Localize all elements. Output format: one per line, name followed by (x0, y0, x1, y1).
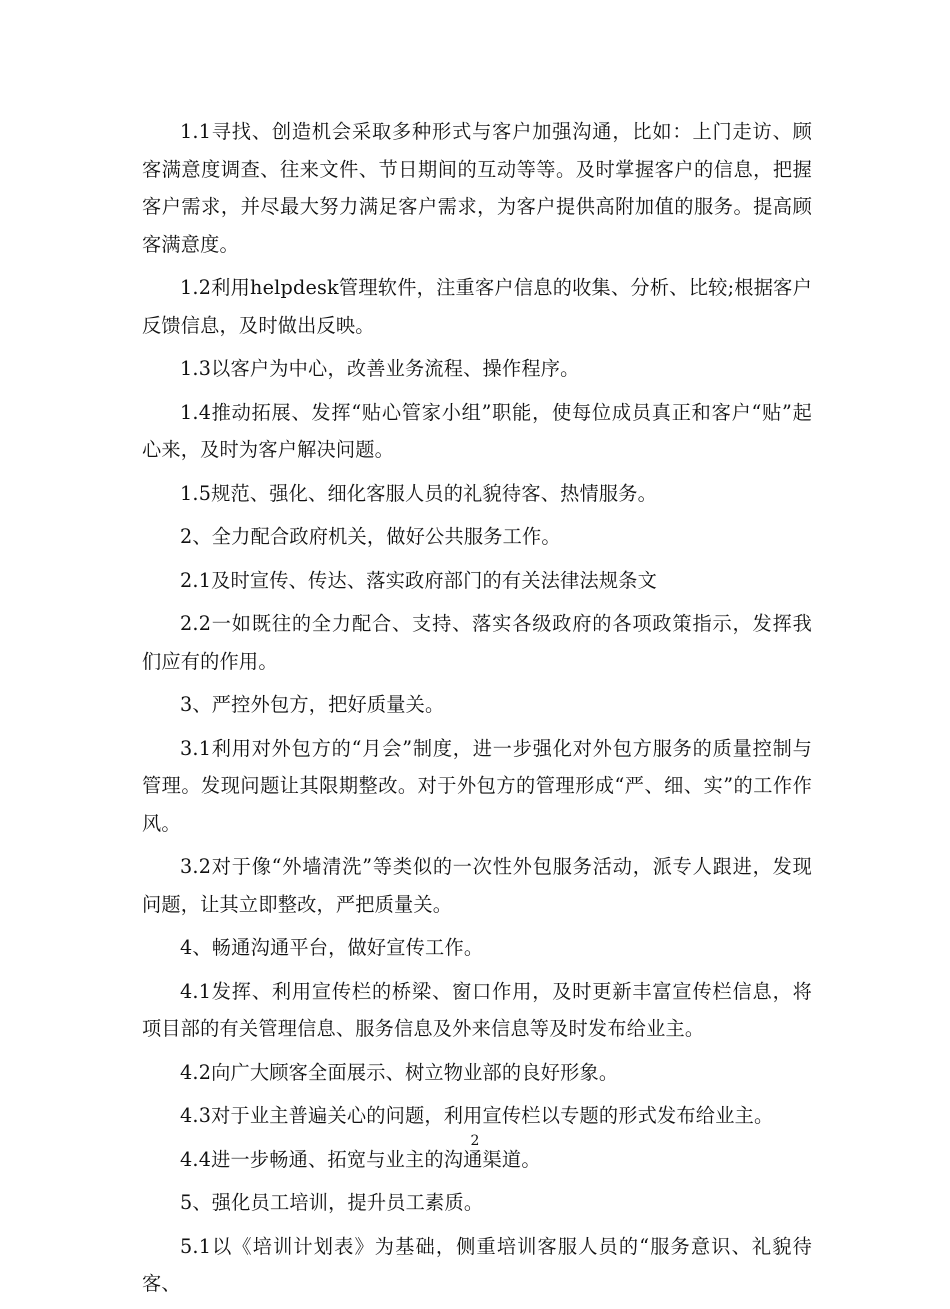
paragraph-4-3: 4.3对于业主普遍关心的问题，利用宣传栏以专题的形式发布给业主。 (180, 1104, 774, 1127)
paragraph-1-2: 1.2利用helpdesk管理软件，注重客户信息的收集、分析、比较;根据客户反馈信息，及时做出反映。 (142, 276, 812, 337)
paragraph-3-1: 3.1利用对外包方的“月会”制度，进一步强化对外包方服务的质量控制与管理。发现问题让其限期整改。对于外包方的管理形成“严、细、实”的工作作风。 (142, 736, 812, 835)
section-heading-5: 5、强化员工培训，提升员工素质。 (180, 1191, 484, 1214)
paragraph-1-4: 1.4推动拓展、发挥“贴心管家小组”职能，使每位成员真正和客户“贴”起心来，及时为客户解决问题。 (142, 400, 812, 461)
section-heading-3: 3、严控外包方，把好质量关。 (180, 693, 445, 716)
paragraph-1-3: 1.3以客户为中心，改善业务流程、操作程序。 (180, 357, 580, 380)
paragraph-1-1: 1.1寻找、创造机会采取多种形式与客户加强沟通，比如：上门走访、顾客满意度调查、往来文件、节日期间的互动等等。及时掌握客户的信息，把握客户需求，并尽最大努力满足客户需求，为客户提供高附加值的服务。提高顾客满意度。 (142, 120, 812, 256)
document-body (142, 113, 812, 1309)
paragraph-5-1: 5.1以《培训计划表》为基础，侧重培训客服人员的“服务意识、礼貌待客、 (142, 1234, 812, 1295)
section-heading-2: 2、全力配合政府机关，做好公共服务工作。 (180, 525, 561, 548)
page-number: 2 (470, 1133, 480, 1149)
section-heading-4: 4、畅通沟通平台，做好宣传工作。 (180, 936, 484, 959)
paragraph-4-4: 4.4进一步畅通、拓宽与业主的沟通渠道。 (180, 1147, 541, 1171)
paragraph-2-2: 2.2一如既往的全力配合、支持、落实各级政府的各项政策指示，发挥我们应有的作用。 (142, 612, 812, 673)
paragraph-4-2: 4.2向广大顾客全面展示、树立物业部的良好形象。 (180, 1060, 619, 1084)
paragraph-1-5: 1.5规范、强化、细化客服人员的礼貌待客、热情服务。 (180, 481, 658, 505)
paragraph-3-2: 3.2对于像“外墙清洗”等类似的一次性外包服务活动，派专人跟进，发现问题，让其立即整改，严把质量关。 (142, 855, 812, 916)
paragraph-2-1: 2.1及时宣传、传达、落实政府部门的有关法律法规条文 (180, 568, 658, 592)
paragraph-4-1: 4.1发挥、利用宣传栏的桥梁、窗口作用，及时更新丰富宣传栏信息，将项目部的有关管理信息、服务信息及外来信息等及时发布给业主。 (142, 979, 812, 1040)
